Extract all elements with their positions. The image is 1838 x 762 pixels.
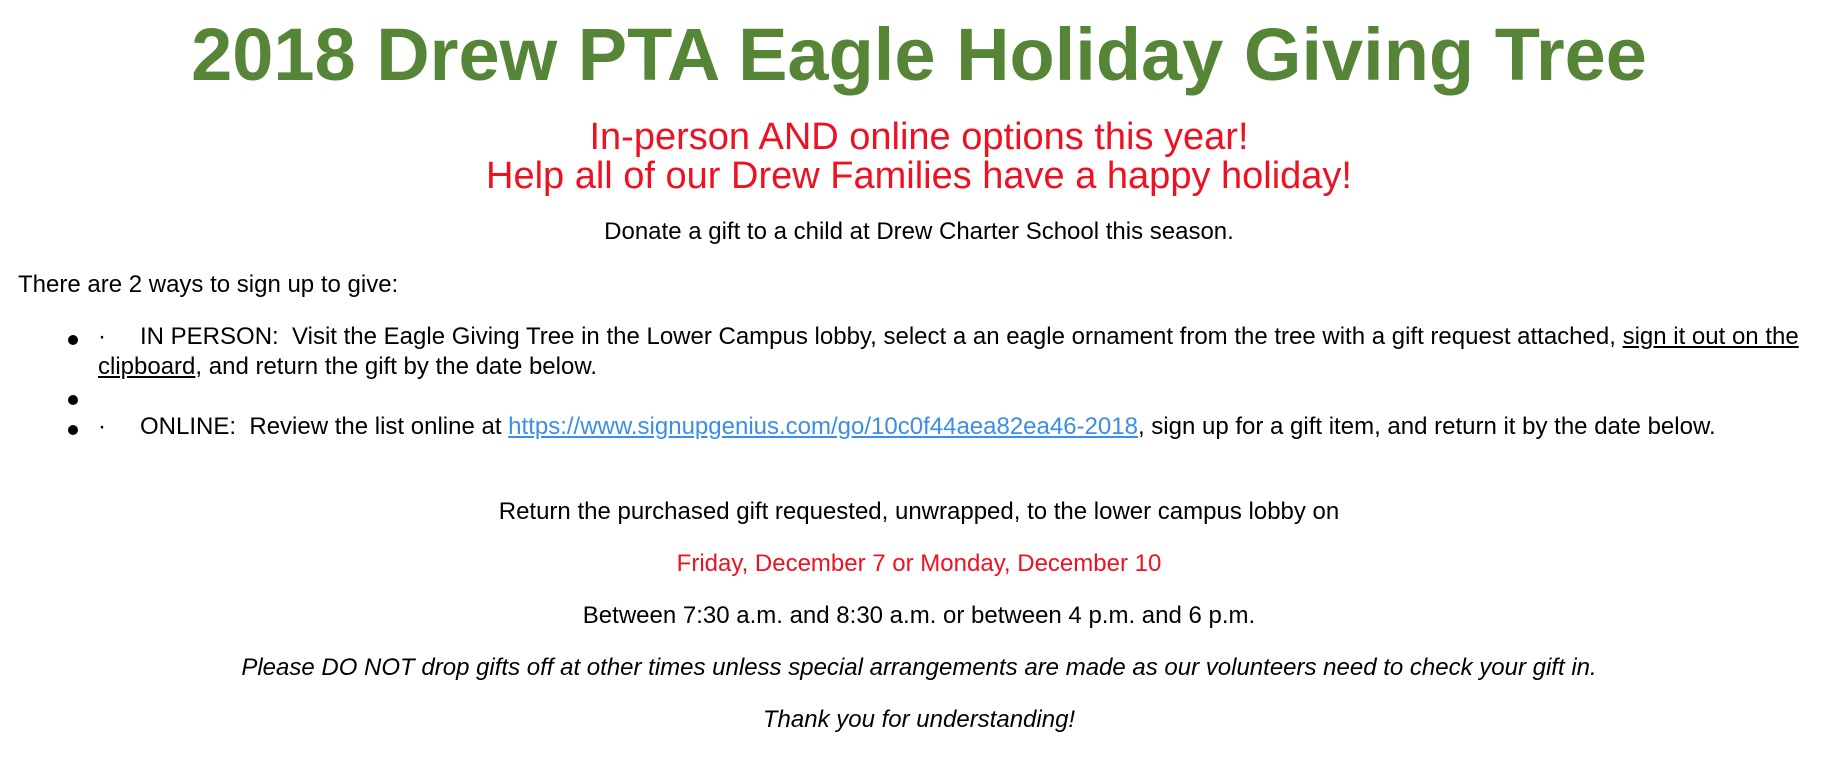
middot-marker: · xyxy=(98,323,106,350)
list-item-online xyxy=(98,412,1820,442)
drop-off-notice: Please DO NOT drop gifts off at other times unless special arrangements are made as our volunteers need to check your gift in. xyxy=(241,654,1597,681)
online-text-end: , sign up for a gift item, and return it by the date below. xyxy=(1137,413,1716,440)
signupgenius-link[interactable]: https://www.signupgenius.com/go/10c0f44aea82ea46-2018 xyxy=(508,413,1138,440)
middot-marker: · xyxy=(98,413,106,440)
intro-text: There are 2 ways to sign up to give: xyxy=(18,271,399,298)
in-person-text-end: , and return the gift by the date below. xyxy=(195,353,598,380)
thank-you-text: Thank you for understanding! xyxy=(762,706,1076,733)
subtitle-help: Help all of our Drew Families have a happy holiday! xyxy=(486,155,1352,197)
in-person-label: IN PERSON: xyxy=(140,323,279,350)
bullet-dot xyxy=(68,395,78,405)
subtitle-options: In-person AND online options this year! xyxy=(589,116,1249,158)
return-dates: Friday, December 7 or Monday, December 10 xyxy=(676,550,1162,577)
list-item-empty xyxy=(98,382,1820,412)
online-text: Review the list online at xyxy=(249,413,509,440)
online-label: ONLINE: xyxy=(140,413,237,440)
bullet-dot xyxy=(68,425,78,435)
in-person-text: Visit the Eagle Giving Tree in the Lower Campus lobby, select a an eagle ornament from the tree with a gift request attached, xyxy=(292,323,1623,350)
return-times: Between 7:30 a.m. and 8:30 a.m. or between 4 p.m. and 6 p.m. xyxy=(582,602,1256,629)
clipboard-underlined-text: sign it out on the clipboard xyxy=(98,323,1799,380)
return-instructions: Return the purchased gift requested, unwrapped, to the lower campus lobby on xyxy=(498,498,1340,525)
donate-text: Donate a gift to a child at Drew Charter School this season. xyxy=(604,218,1234,245)
bullet-dot xyxy=(68,335,78,345)
sign-up-options-list xyxy=(98,322,1820,442)
list-item-in-person xyxy=(98,322,1820,382)
page-title: 2018 Drew PTA Eagle Holiday Giving Tree xyxy=(191,13,1647,96)
